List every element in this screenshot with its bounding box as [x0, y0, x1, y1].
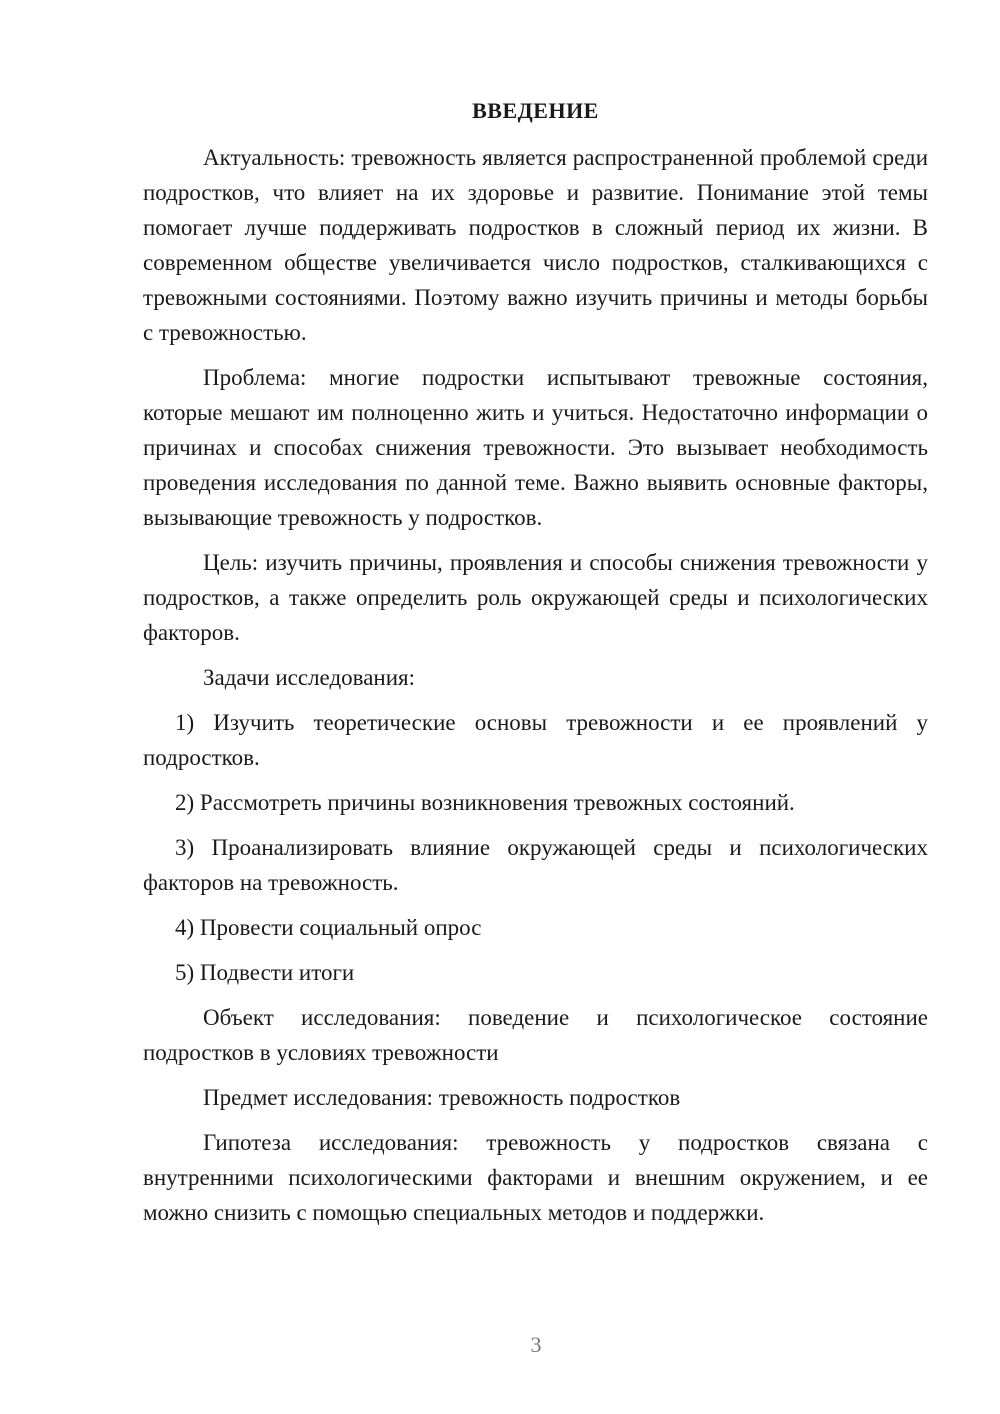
- goal-paragraph: Цель: изучить причины, проявления и способы снижения тревожности у подростков, а также определить роль окружающей среды и психологических факторов.: [143, 550, 928, 645]
- task-item-4: 4) Провести социальный опрос: [175, 915, 482, 940]
- document-body: [143, 93, 928, 1240]
- subject-paragraph: Предмет исследования: тревожность подростков: [203, 1085, 681, 1110]
- task-item-2: 2) Рассмотреть причины возникновения тревожных состояний.: [175, 790, 795, 815]
- relevance-paragraph: Актуальность: тревожность является распространенной проблемой среди подростков, что влияет на их здоровье и развитие. Понимание этой темы помогает лучше поддерживать подростков в сложный период их жизни. В современном обществе увеличивается число подростков, сталкивающихся с тревожными состояниями. Поэтому важно изучить причины и методы борьбы с тревожностью.: [143, 145, 928, 345]
- page-number: 3: [530, 1332, 542, 1357]
- task-item-3: 3) Проанализировать влияние окружающей среды и психологических факторов на тревожность.: [143, 835, 928, 895]
- problem-paragraph: Проблема: многие подростки испытывают тревожные состояния, которые мешают им полноценно жить и учиться. Недостаточно информации о причинах и способах снижения тревожности. Это вызывает необходимость проведения исследования по данной теме. Важно выявить основные факторы, вызывающие тревожность у подростков.: [143, 365, 928, 530]
- task-item-5: 5) Подвести итоги: [175, 960, 355, 985]
- hypothesis-paragraph: Гипотеза исследования: тревожность у подростков связана с внутренними психологическими факторами и внешним окружением, и ее можно снизить с помощью специальных методов и поддержки.: [143, 1130, 928, 1225]
- task-item-1: 1) Изучить теоретические основы тревожности и ее проявлений у подростков.: [143, 710, 928, 770]
- tasks-heading: Задачи исследования:: [203, 665, 416, 690]
- page-title: ВВЕДЕНИЕ: [472, 98, 599, 123]
- object-paragraph: Объект исследования: поведение и психологическое состояние подростков в условиях тревожности: [143, 1005, 928, 1065]
